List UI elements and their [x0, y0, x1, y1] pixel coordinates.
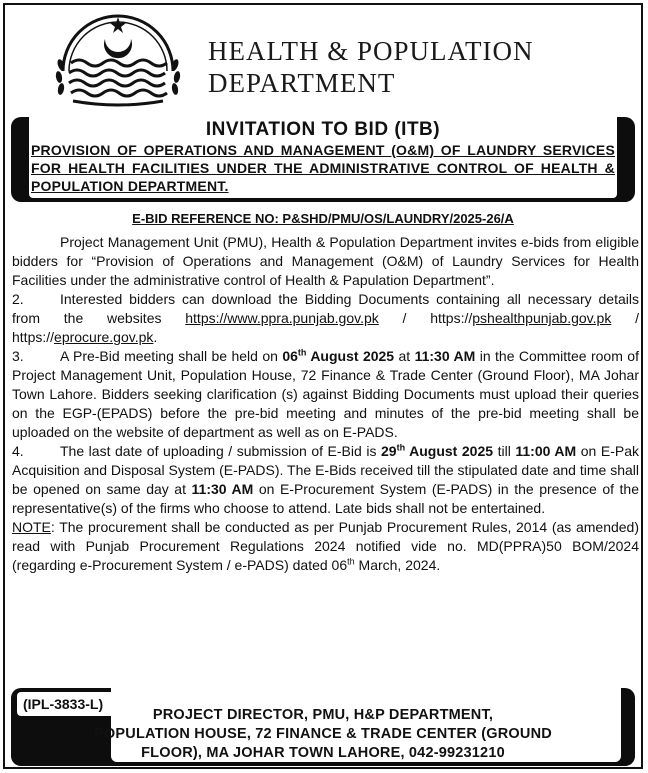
punjab-emblem-icon	[53, 9, 183, 109]
itb-banner-inner	[29, 117, 617, 198]
pre-bid-month-year: August 2025	[306, 348, 395, 364]
itb-banner	[11, 117, 635, 202]
note-text-b: March, 2024.	[354, 557, 441, 573]
pre-bid-day-suffix: th	[297, 347, 307, 358]
itb-title: INVITATION TO BID (ITB)	[205, 119, 441, 140]
footer-address	[11, 706, 635, 763]
submission-month-year: August 2025	[405, 443, 494, 459]
note-paragraph	[12, 518, 639, 575]
paragraph-2-number: 2.	[12, 291, 24, 307]
pre-bid-time: 11:30 AM	[414, 348, 476, 364]
note-text: : The procurement shall be conducted as per Punjab Procurement Rules, 2014 (as amended) read with Punjab Procurement Regulations 2024 notified vide no. MD(PPRA)50 BOM/2024 (regarding e-Procurement System / e-PADS) dated 06	[12, 519, 639, 573]
paragraph-4	[12, 442, 639, 518]
submission-time: 11:00 AM	[515, 443, 577, 459]
connector-text: at	[394, 348, 415, 364]
paragraph-2-end: .	[153, 329, 158, 345]
department-title	[208, 35, 534, 99]
connector-text: till	[493, 443, 516, 459]
paragraph-3	[12, 347, 639, 442]
paragraph-3-text: A Pre-Bid meeting shall be held on	[60, 348, 283, 364]
header	[5, 5, 641, 115]
submission-day: 29	[381, 443, 397, 459]
department-title-line2: DEPARTMENT	[208, 68, 396, 98]
paragraph-2-text: Interested bidders can download the Bidding Documents containing all necessary details from the websites	[12, 291, 639, 326]
footer-line2: POPULATION HOUSE, 72 FINANCE & TRADE CENTER (GROUND	[94, 726, 552, 742]
pre-bid-date	[282, 348, 394, 364]
footer-line1: PROJECT DIRECTOR, PMU, H&P DEPARTMENT,	[152, 707, 494, 723]
paragraph-4-text: The last date of uploading / submission of E-Bid is	[60, 443, 381, 459]
submission-day-suffix: th	[396, 442, 406, 453]
advertisement-frame	[3, 3, 643, 769]
submission-date	[381, 443, 493, 459]
e-bid-reference: E-BID REFERENCE NO: P&SHD/PMU/OS/LAUNDRY/2025-26/A	[132, 211, 514, 226]
footer-line3: FLOOR), MA JOHAR TOWN LAHORE, 042-99231210	[141, 745, 505, 761]
paragraph-4-number: 4.	[12, 443, 24, 459]
note-date-suffix: th	[347, 556, 355, 567]
body-text	[12, 233, 639, 575]
pre-bid-day: 06	[282, 348, 298, 364]
paragraph-4-text-c: on E-Procurement System (E-PADS) in the presence of the representative(s) of the firms who choose to attend. Late bids shall not be entertained.	[12, 481, 639, 516]
paragraph-2	[12, 290, 639, 347]
itb-description: PROVISION OF OPERATIONS AND MANAGEMENT (O&M) OF LAUNDRY SERVICES FOR HEALTH FACILITIES UNDER THE ADMINISTRATIVE CONTROL OF HEALTH & POPULATION DEPARTMENT.	[31, 142, 615, 194]
link-separator: / https://	[12, 310, 639, 345]
note-label: NOTE	[12, 519, 51, 535]
department-title-line1: HEALTH & POPULATION	[208, 36, 534, 66]
paragraph-3-number: 3.	[12, 348, 24, 364]
footer-banner	[11, 688, 635, 766]
link-separator: / https://	[378, 310, 473, 326]
ppra-link[interactable]: https://www.ppra.punjab.gov.pk	[185, 310, 379, 326]
paragraph-4-text-b: on E-Pak Acquisition and Disposal System (E-PADS). The E-Bids received till the stipulated date and time shall be opened on same day at	[12, 443, 639, 497]
paragraph-3-text-b: in the Committee room of Project Management Unit, Population House, 72 Finance & Trade Center (Ground Floor), MA Johar Town Lahore. Bidders seeking clarification (s) against Bidding Documents must upload their queries on the EGP-(EPADS) before the pre-bid meeting and minutes of the pre-bid meeting shall be uploaded on the website of department as well as on E-PADS.	[12, 348, 639, 440]
ipl-code: (IPL-3833-L)	[23, 696, 104, 712]
opening-time: 11:30 AM	[191, 481, 254, 497]
eprocure-link[interactable]: eprocure.gov.pk	[54, 329, 154, 345]
pshealth-link[interactable]: pshealthpunjab.gov.pk	[472, 310, 612, 326]
paragraph-1: Project Management Unit (PMU), Health & Population Department invites e-bids from eligible bidders for “Provision of Operations and Management (O&M) of Laundry Services for Health Facilities under the administrative control of Health & Papulation Department”.	[12, 234, 639, 288]
